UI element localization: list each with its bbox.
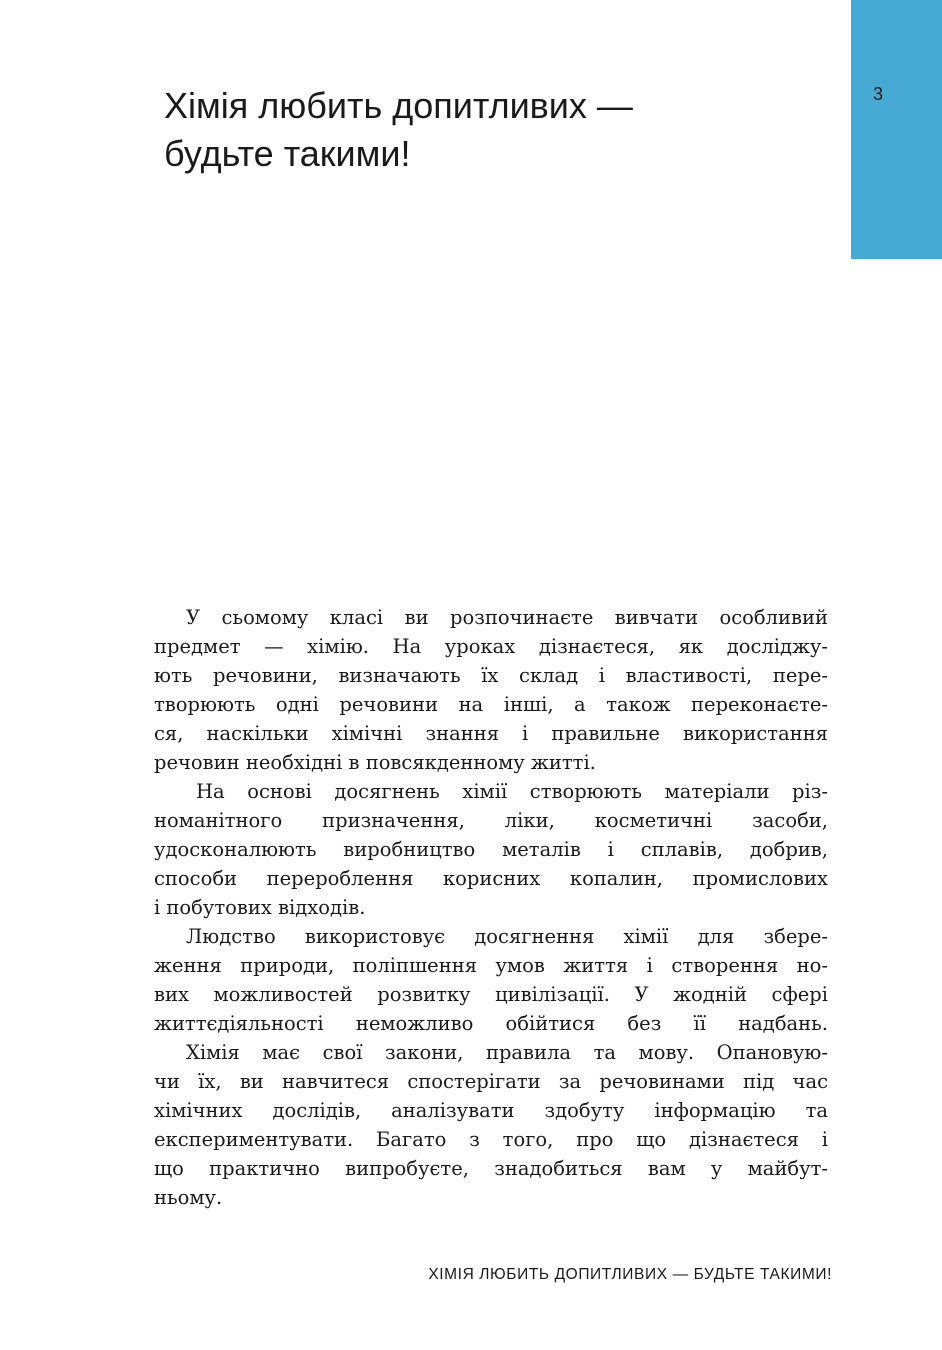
text-line: Людство використовує досягнення хімії для збере- — [186, 925, 828, 948]
text-line: ження природи, поліпшення умов життя і створення но- — [154, 954, 828, 977]
text-line: У сьомому класі ви розпочинаєте вивчати особливий — [186, 606, 828, 629]
text-line: способи перероблення корисних копалин, промислових — [154, 867, 828, 890]
running-footer: ХІМІЯ ЛЮБИТЬ ДОПИТЛИВИХ — БУДЬТЕ ТАКИМИ! — [428, 1266, 832, 1283]
text-line: і побутових відходів. — [154, 896, 366, 919]
text-line: чи їх, ви навчитеся спостерігати за речовинами під час — [154, 1070, 828, 1093]
text-line: На основі досягнень хімії створюють матеріали різ- — [196, 780, 828, 803]
paragraph-3 — [154, 922, 828, 1038]
text-line: ся, наскільки хімічні знання і правильне використання — [154, 722, 828, 745]
text-line: предмет — хімію. На уроках дізнаєтеся, як досліджу- — [154, 635, 828, 658]
text-line: ньому. — [154, 1186, 223, 1209]
text-line: ють речовини, визначають їх склад і властивості, пере- — [154, 664, 828, 687]
text-line: вих можливостей розвитку цивілізації. У жодній сфері — [154, 983, 828, 1006]
paragraph-4 — [154, 1038, 828, 1212]
text-line: творюють одні речовини на інші, а також переконаєте- — [154, 693, 828, 716]
text-line: удосконалюють виробництво металів і сплавів, добрив, — [154, 838, 828, 861]
page-title-line: Хімія любить допитливих — — [164, 85, 633, 126]
chapter-color-tab — [851, 0, 942, 259]
paragraph-1 — [154, 603, 828, 777]
paragraph-2 — [154, 777, 828, 922]
text-line: що практично випробуєте, знадобиться вам у майбут- — [154, 1157, 828, 1180]
body-text — [154, 603, 828, 1212]
page-title-line: будьте такими! — [164, 133, 411, 174]
text-line: речовин необхідні в повсякденному житті. — [154, 751, 596, 774]
text-line: експериментувати. Багато з того, про що дізнаєтеся і — [154, 1128, 828, 1151]
text-line: номанітного призначення, ліки, косметичні засоби, — [154, 809, 828, 832]
page-number: 3 — [873, 84, 884, 104]
page-title — [164, 82, 824, 178]
text-line: Хімія має свої закони, правила та мову. Опановую- — [186, 1041, 828, 1064]
text-line: хімічних дослідів, аналізувати здобуту інформацію та — [154, 1099, 828, 1122]
text-line: життєдіяльності неможливо обійтися без її надбань. — [154, 1012, 828, 1035]
